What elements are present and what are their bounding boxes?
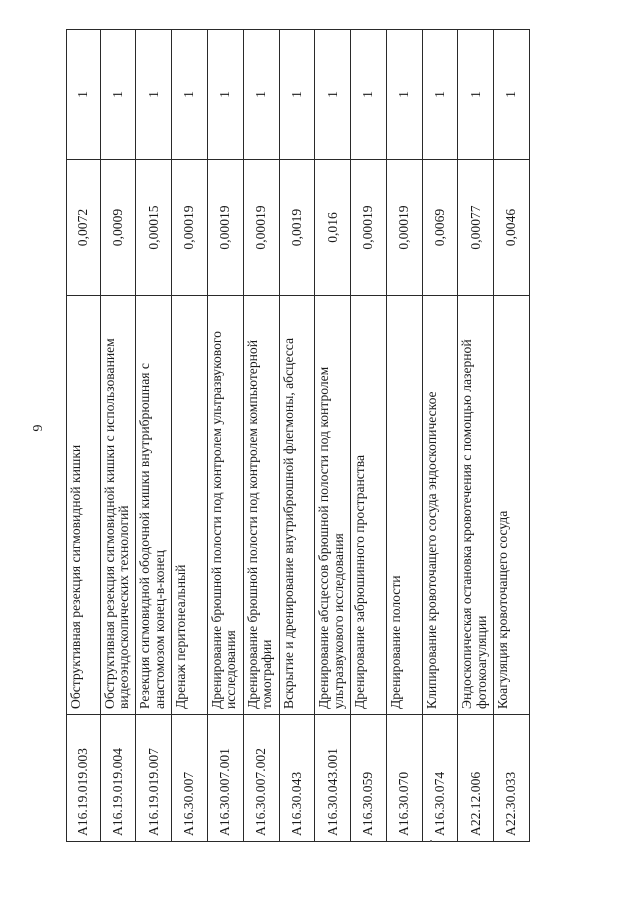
procedures-table-body	[67, 30, 530, 842]
service-code: A16.19.019.003	[67, 715, 101, 842]
service-value: 1	[279, 30, 315, 160]
table-row	[458, 30, 494, 842]
service-value: 1	[351, 30, 387, 160]
service-value: 1	[315, 30, 351, 160]
service-name: Резекция сигмовидной ободочной кишки внутрибрюшная с анастомозом конец-в-конец	[136, 296, 172, 715]
table-row	[136, 30, 172, 842]
service-rate: 0,016	[315, 160, 351, 296]
scan-speck	[430, 840, 432, 842]
table-row	[243, 30, 279, 842]
service-code: A22.12.006	[458, 715, 494, 842]
service-value: 1	[422, 30, 458, 160]
table-row	[172, 30, 208, 842]
service-rate: 0,00019	[172, 160, 208, 296]
service-name: Коагуляция кровоточащего сосуда	[494, 296, 530, 715]
service-rate: 0,00019	[207, 160, 243, 296]
service-rate: 0,00077	[458, 160, 494, 296]
service-code: A16.30.007.002	[243, 715, 279, 842]
service-value: 1	[136, 30, 172, 160]
table-row	[386, 30, 422, 842]
table-row	[351, 30, 387, 842]
service-rate: 0,00019	[243, 160, 279, 296]
service-name: Вскрытие и дренирование внутрибрюшной флегмоны, абсцесса	[279, 296, 315, 715]
table-row	[494, 30, 530, 842]
service-code: A16.19.019.004	[100, 715, 136, 842]
service-name: Дренирование полости	[386, 296, 422, 715]
table-row	[100, 30, 136, 842]
service-code: A16.30.007.001	[207, 715, 243, 842]
service-name: Дренирование брюшной полости под контролем ультразвукового исследования	[207, 296, 243, 715]
table-row	[207, 30, 243, 842]
service-value: 1	[243, 30, 279, 160]
service-rate: 0,0019	[279, 160, 315, 296]
service-value: 1	[386, 30, 422, 160]
procedures-table-container	[66, 30, 530, 842]
service-code: A16.30.043	[279, 715, 315, 842]
service-code: A16.30.059	[351, 715, 387, 842]
service-value: 1	[100, 30, 136, 160]
service-rate: 0,0072	[67, 160, 101, 296]
service-name: Эндоскопическая остановка кровотечения с помощью лазерной фотокоагуляции	[458, 296, 494, 715]
service-value: 1	[172, 30, 208, 160]
service-rate: 0,00019	[351, 160, 387, 296]
service-value: 1	[494, 30, 530, 160]
service-rate: 0,0069	[422, 160, 458, 296]
service-code: A16.30.007	[172, 715, 208, 842]
page-number: 6	[29, 424, 44, 432]
table-row	[422, 30, 458, 842]
service-rate: 0,0009	[100, 160, 136, 296]
service-name: Обструктивная резекция сигмовидной кишки	[67, 296, 101, 715]
service-name: Дренирование забрюшинного пространства	[351, 296, 387, 715]
service-name: Дренаж перитонеальный	[172, 296, 208, 715]
service-code: A16.30.070	[386, 715, 422, 842]
service-value: 1	[458, 30, 494, 160]
service-rate: 0,00015	[136, 160, 172, 296]
service-rate: 0,0046	[494, 160, 530, 296]
procedures-table	[66, 29, 530, 842]
table-row	[67, 30, 101, 842]
service-code: A16.30.043.001	[315, 715, 351, 842]
service-name: Дренирование брюшной полости под контролем компьютерной томографии	[243, 296, 279, 715]
service-value: 1	[207, 30, 243, 160]
service-name: Дренирование абсцессов брюшной полости под контролем ультразвукового исследования	[315, 296, 351, 715]
service-rate: 0,00019	[386, 160, 422, 296]
table-row	[315, 30, 351, 842]
table-row	[279, 30, 315, 842]
service-code: A16.30.074	[422, 715, 458, 842]
service-name: Обструктивная резекция сигмовидной кишки с использованием видеоэндоскопических технологий	[100, 296, 136, 715]
service-name: Клипирование кровоточащего сосуда эндоскопическое	[422, 296, 458, 715]
service-code: A22.30.033	[494, 715, 530, 842]
service-code: A16.19.019.007	[136, 715, 172, 842]
service-value: 1	[67, 30, 101, 160]
